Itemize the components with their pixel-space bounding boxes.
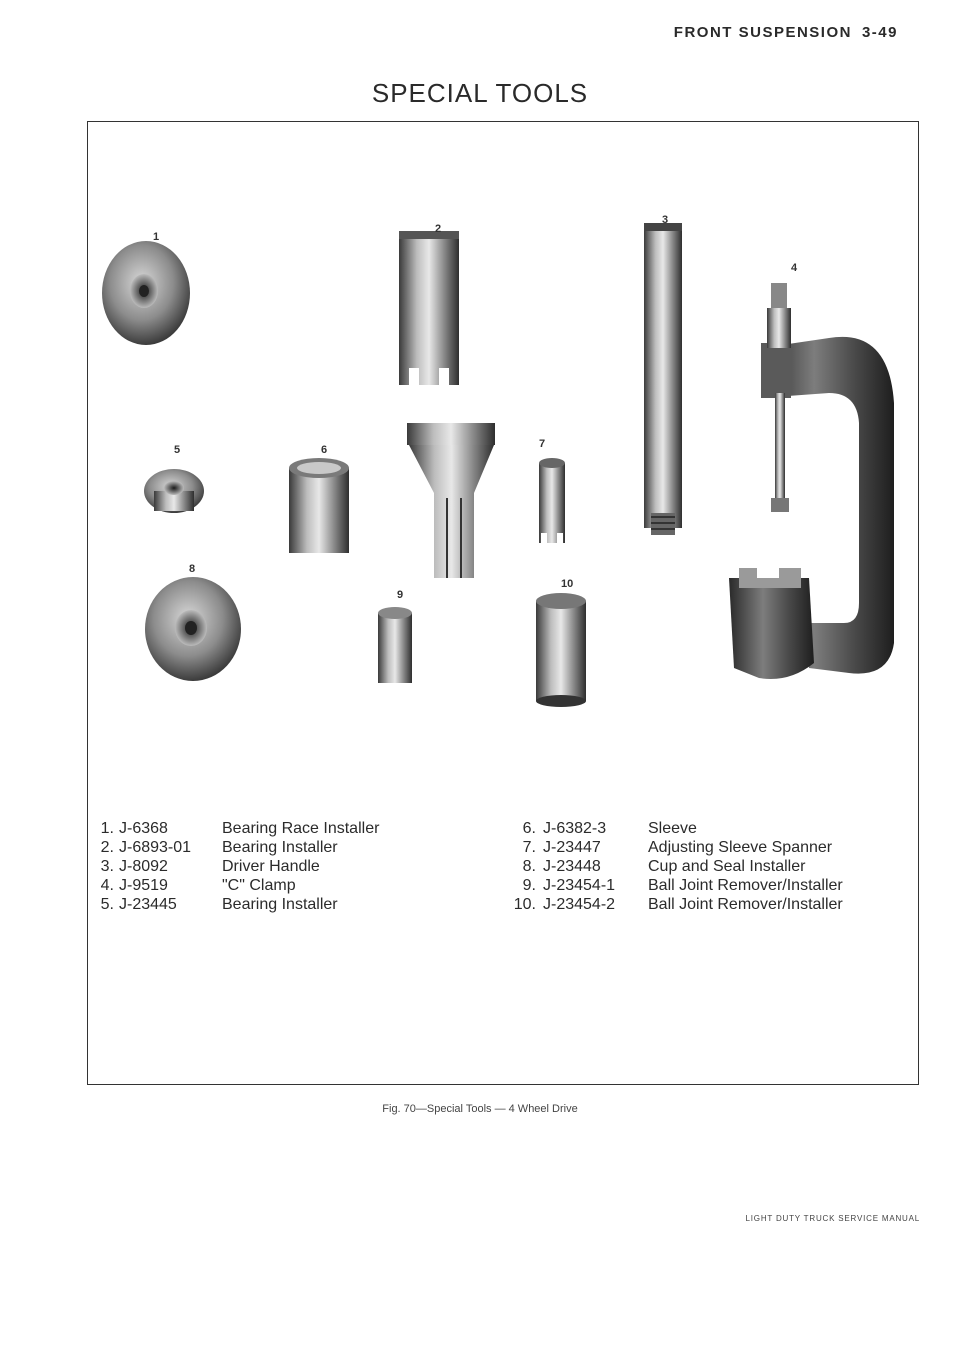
legend-desc: Driver Handle bbox=[222, 858, 320, 875]
legend-part: J-9519 bbox=[119, 877, 168, 894]
legend-number: 10. bbox=[513, 896, 536, 913]
legend-desc: Adjusting Sleeve Spanner bbox=[648, 839, 833, 856]
legend-number: 1. bbox=[100, 820, 114, 837]
legend-desc: Bearing Race Installer bbox=[222, 820, 380, 837]
tool-10-ball-joint bbox=[536, 593, 586, 707]
tool-5-installer bbox=[144, 469, 204, 513]
legend-part: J-6893-01 bbox=[119, 839, 192, 856]
tool-9-ball-joint bbox=[378, 607, 412, 683]
page-header bbox=[674, 24, 898, 41]
legend-number: 5. bbox=[100, 896, 114, 913]
callout-4: 4 bbox=[791, 262, 798, 274]
legend-number: 4. bbox=[100, 877, 114, 894]
legend-desc: Cup and Seal Installer bbox=[648, 858, 806, 875]
callout-7: 7 bbox=[539, 438, 546, 450]
legend-desc: Sleeve bbox=[648, 820, 697, 837]
legend-part: J-23447 bbox=[543, 839, 601, 856]
tool-2-tube bbox=[399, 231, 459, 386]
legend-number: 6. bbox=[522, 820, 536, 837]
legend-desc: Ball Joint Remover/Installer bbox=[648, 877, 843, 894]
legend-part: J-6368 bbox=[119, 820, 168, 837]
callout-2: 2 bbox=[435, 223, 442, 235]
callout-8: 8 bbox=[189, 563, 196, 575]
callout-3: 3 bbox=[662, 214, 669, 226]
page-number: 3-49 bbox=[861, 24, 898, 41]
figure-caption: Fig. 70—Special Tools — 4 Wheel Drive bbox=[382, 1103, 578, 1115]
legend-part: J-6382-3 bbox=[543, 820, 607, 837]
callout-9: 9 bbox=[397, 589, 404, 601]
legend-part: J-23445 bbox=[119, 896, 177, 913]
tool-4-c-clamp bbox=[729, 283, 894, 679]
legend-part: J-8092 bbox=[119, 858, 168, 875]
legend-desc: Bearing Installer bbox=[222, 896, 338, 913]
tool-2-driver bbox=[407, 423, 495, 578]
figure-frame bbox=[87, 121, 919, 1085]
tool-3-handle bbox=[644, 223, 682, 535]
legend-number: 2. bbox=[100, 839, 114, 856]
tool-6-sleeve bbox=[289, 458, 349, 553]
callout-6: 6 bbox=[321, 444, 328, 456]
legend-number: 9. bbox=[522, 877, 536, 894]
tool-7-spanner bbox=[539, 458, 565, 545]
section-title: FRONT SUSPENSION bbox=[673, 24, 852, 41]
legend-part: J-23454-2 bbox=[543, 896, 616, 913]
callout-1: 1 bbox=[153, 231, 160, 243]
legend-number: 7. bbox=[522, 839, 536, 856]
manual-footer: LIGHT DUTY TRUCK SERVICE MANUAL bbox=[745, 1214, 920, 1223]
legend-desc: "C" Clamp bbox=[222, 877, 296, 894]
legend-desc: Ball Joint Remover/Installer bbox=[648, 896, 843, 913]
tool-1-disc bbox=[102, 241, 190, 345]
callout-10: 10 bbox=[561, 578, 574, 590]
tool-8-cup-installer bbox=[145, 577, 241, 681]
legend-part: J-23454-1 bbox=[543, 877, 616, 894]
legend-number: 8. bbox=[522, 858, 536, 875]
legend-number: 3. bbox=[100, 858, 114, 875]
tools-photo bbox=[89, 123, 918, 803]
callout-5: 5 bbox=[174, 444, 181, 456]
legend-part: J-23448 bbox=[543, 858, 601, 875]
page-title: SPECIAL TOOLS bbox=[371, 78, 589, 108]
legend-desc: Bearing Installer bbox=[222, 839, 338, 856]
